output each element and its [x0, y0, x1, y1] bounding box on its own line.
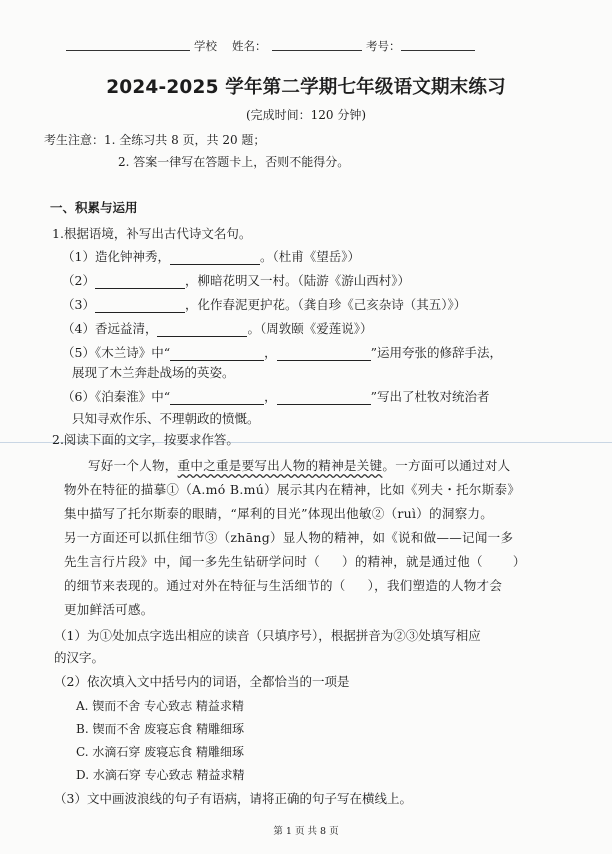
name-blank[interactable]: [272, 50, 362, 51]
answer-blank[interactable]: [277, 347, 371, 361]
item-number: （4）: [62, 321, 95, 336]
q1-item-6-continued: 只知寻欢作乐、不理朝政的愤慨。: [72, 411, 260, 426]
answer-blank[interactable]: [157, 323, 247, 337]
item-text: 《木兰诗》中“: [94, 345, 171, 360]
item-text: ”写出了杜牧对统治者: [370, 389, 490, 404]
item-text: ，柳暗花明又一村。（陆游《游山西村》）: [184, 273, 410, 288]
q1-item-5: [62, 343, 502, 361]
q1-item-6: [62, 387, 490, 405]
q1-item-5-continued: 展现了木兰奔赴战场的英姿。: [72, 365, 235, 380]
notice-line-1: 考生注意：1. 全练习共 8 页，共 20 题；: [44, 133, 266, 147]
item-number: （5）: [62, 345, 95, 360]
q2-sub-1-continued: 的汉字。: [54, 650, 105, 665]
q2-sub-3: （3）文中画波浪线的句子有语病，请将正确的句子写在横线上。: [54, 791, 412, 806]
passage-line-2: 物外在特征的描摹①（A.mó B.mú）展示其内在精神，比如《列夫・托尔斯泰》: [64, 482, 521, 497]
q1-item-4: [62, 319, 372, 337]
passage-text: 。一方面可以通过对人: [382, 458, 511, 473]
passage-line-7: 更加鲜活可感。: [64, 602, 154, 617]
q1-item-2: [62, 271, 410, 289]
exam-no-label: 考号：: [366, 39, 401, 53]
item-text: 。（周敦颐《爱莲说》）: [247, 321, 373, 336]
item-text: 香远益清，: [94, 321, 158, 336]
q1-item-3: [62, 295, 466, 313]
passage-text: 的细节来表现的。通过对外在特征与生活细节的（: [64, 578, 346, 593]
q1-item-1: [62, 247, 360, 265]
answer-blank[interactable]: [170, 251, 260, 265]
section-heading: 一、积累与运用: [50, 200, 138, 215]
item-text: ，化作春泥更护花。（龚自珍《己亥杂诗（其五）》）: [184, 297, 467, 312]
notice-line-2: 2. 答案一律写在答题卡上，否则不能得分。: [118, 155, 350, 169]
item-number: （1）: [62, 249, 95, 264]
option-a[interactable]: A. 锲而不舍 专心致志 精益求精: [76, 699, 244, 713]
page-title: 2024-2025 学年第二学期七年级语文期末练习: [106, 77, 506, 98]
item-text: ，: [264, 389, 277, 404]
exam-no-blank[interactable]: [401, 50, 475, 51]
passage-line-3: 集中描写了托尔斯泰的眼睛，“犀利的目光”体现出他敏②（ruì）的洞察力。: [64, 506, 494, 521]
item-number: （6）: [62, 389, 95, 404]
item-text: ”运用夸张的修辞手法，: [370, 345, 503, 360]
passage-line-1: [88, 456, 510, 474]
passage-line-5: [64, 552, 526, 570]
passage-text: ）的精神，就是通过他（: [342, 554, 483, 569]
school-blank[interactable]: [66, 50, 190, 51]
answer-blank[interactable]: [170, 391, 264, 405]
answer-blank[interactable]: [170, 347, 264, 361]
option-b[interactable]: B. 锲而不舍 废寝忘食 精雕细琢: [76, 722, 245, 736]
item-text: 。（杜甫《望岳》）: [259, 249, 360, 264]
item-text: 《泊秦淮》中“: [94, 389, 171, 404]
school-label: 学校: [194, 39, 217, 53]
passage-text: 先生言行片段》中，闻一多先生钻研学问时（: [64, 554, 321, 569]
answer-blank[interactable]: [95, 275, 185, 289]
item-text: ，: [264, 345, 277, 360]
question-1-stem: 1.根据语境，补写出古代诗文名句。: [52, 226, 252, 241]
q2-sub-2: （2）依次填入文中括号内的词语，全都恰当的一项是: [54, 674, 350, 689]
item-number: （3）: [62, 297, 95, 312]
answer-blank[interactable]: [95, 299, 185, 313]
name-label: 姓名：: [232, 39, 267, 53]
option-c[interactable]: C. 水滴石穿 废寝忘食 精雕细琢: [76, 745, 245, 759]
passage-text: ）: [512, 554, 526, 569]
question-2-stem: 2.阅读下面的文字，按要求作答。: [52, 432, 239, 447]
wavy-underlined-sentence: 重中之重是要写出人物的精神是关键: [177, 458, 383, 473]
passage-line-6: [64, 576, 502, 594]
item-text: 造化钟神秀，: [94, 249, 170, 264]
item-number: （2）: [62, 273, 95, 288]
passage-text: 写好一个人物，: [88, 458, 178, 473]
option-d[interactable]: D. 水滴石穿 专心致志 精益求精: [76, 768, 245, 782]
answer-blank[interactable]: [277, 391, 371, 405]
time-limit: (完成时间：120 分钟): [245, 108, 367, 122]
page-number: 第 1 页 共 8 页: [273, 826, 339, 837]
passage-text: ），我们塑造的人物才会: [367, 578, 503, 593]
passage-line-4: 另一方面还可以抓住细节③（zhāng）显人物的精神，如《说和做——记闻一多: [64, 530, 514, 545]
q2-sub-1: （1）为①处加点字选出相应的读音（只填序号），根据拼音为②③处填写相应: [54, 628, 481, 643]
